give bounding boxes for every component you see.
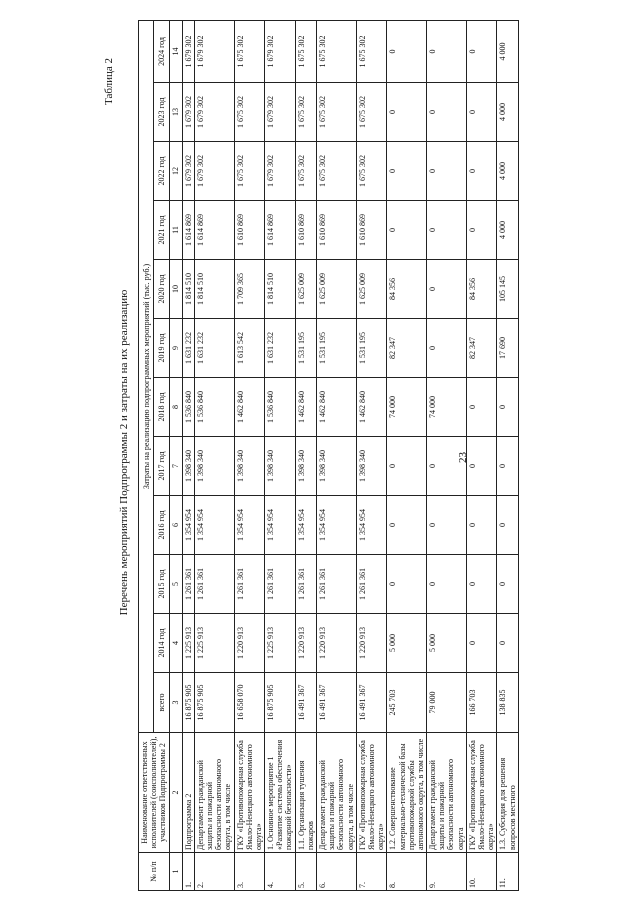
row-number: 7. [356,853,387,891]
row-value: 0 [427,260,467,319]
row-name: ГКУ «Противопожарная служба Ямало-Ненецкого автономного округа» [466,733,497,853]
row-value: 0 [427,437,467,496]
row-value: 4 000 [497,20,518,82]
row-value: 1 398 340 [265,437,296,496]
row-value: 82 347 [466,319,497,378]
row-value: 1 261 361 [194,555,234,614]
row-value: 16 875 905 [265,673,296,733]
row-name: 1.2. Совершенствование материально-технической базы противопожарной службы автономного округа, в том числе [387,733,427,853]
column-index-cell: 10 [169,260,182,319]
table-row [295,20,316,890]
row-value: 1 398 340 [317,437,357,496]
row-name: ГКУ «Противопожарная служба Ямало-Ненецкого автономного округа» [234,733,265,853]
header-year: 2018 год [154,378,169,437]
row-value: 0 [387,437,427,496]
header-year: 2020 год [154,260,169,319]
header-year: 2014 год [154,614,169,673]
column-index-row [169,20,182,890]
row-value: 1 675 302 [234,142,265,201]
row-value: 245 703 [387,673,427,733]
row-value: 0 [427,142,467,201]
row-value: 74 000 [427,378,467,437]
row-value: 1 531 195 [295,319,316,378]
header-name: Наименование ответственных исполнителей (соисполнителей), участников Подпрограммы 2 [139,733,170,853]
table-row [194,20,234,890]
row-value: 5 000 [427,614,467,673]
row-value: 0 [427,201,467,260]
header-year: 2023 год [154,83,169,142]
header-year: 2019 год [154,319,169,378]
row-value: 16 658 070 [234,673,265,733]
row-value: 1 675 302 [356,142,387,201]
row-value: 1 625 009 [295,260,316,319]
row-value: 1 462 840 [317,378,357,437]
row-value: 84 356 [466,260,497,319]
header-year: 2016 год [154,496,169,555]
row-value: 1 261 361 [295,555,316,614]
row-value: 1 354 954 [356,496,387,555]
row-value: 0 [497,614,518,673]
row-value: 0 [427,20,467,82]
row-value: 1 610 869 [356,201,387,260]
row-value: 0 [466,614,497,673]
row-value: 0 [427,555,467,614]
row-value: 4 000 [497,83,518,142]
table-body [182,20,518,890]
header-total: всего [154,673,169,733]
row-value: 1 610 869 [295,201,316,260]
row-value: 1 462 840 [234,378,265,437]
row-number: 11. [497,853,518,891]
row-name: 1.1. Организация тушения пожаров [295,733,316,853]
row-value: 17 690 [497,319,518,378]
row-value: 1 398 340 [234,437,265,496]
column-index-cell: 13 [169,83,182,142]
row-value: 1 536 840 [265,378,296,437]
row-value: 1 675 302 [295,20,316,82]
table-row [265,20,296,890]
row-name: 1.3. Субсидия для решения вопросов местного [497,733,518,853]
row-value: 0 [387,142,427,201]
row-value: 1 625 009 [317,260,357,319]
row-value: 1 225 913 [182,614,194,673]
row-value: 0 [387,83,427,142]
column-index-cell: 5 [169,555,182,614]
row-value: 0 [466,437,497,496]
row-value: 1 631 232 [265,319,296,378]
row-value: 4 000 [497,201,518,260]
column-index-cell: 9 [169,319,182,378]
table-row [427,20,467,890]
costs-table [138,20,519,891]
page-number: 23 [457,452,469,463]
header-year: 2021 год [154,201,169,260]
row-value: 1 398 340 [182,437,194,496]
row-value: 1 679 302 [265,142,296,201]
row-value: 1 614 869 [265,201,296,260]
row-value: 1 625 009 [356,260,387,319]
row-value: 1 354 954 [295,496,316,555]
row-number: 3. [234,853,265,891]
row-value: 1 462 840 [356,378,387,437]
row-value: 1 610 869 [317,201,357,260]
document-title: Перечень мероприятий Подпрограммы 2 и затраты на их реализацию [118,289,130,616]
row-value: 1 531 195 [317,319,357,378]
row-name: Департамент гражданской защиты и пожарной безопасности автономного округа, в том числе [317,733,357,853]
row-value: 1 354 954 [234,496,265,555]
row-value: 1 679 302 [182,83,194,142]
row-value: 1 261 361 [356,555,387,614]
row-value: 0 [466,496,497,555]
table-row [182,20,194,890]
row-value: 1 679 302 [265,83,296,142]
row-number: 5. [295,853,316,891]
row-value: 16 875 905 [182,673,194,733]
row-value: 1 225 913 [194,614,234,673]
row-value: 1 536 840 [194,378,234,437]
row-value: 1 679 302 [265,20,296,82]
row-value: 1 679 302 [194,83,234,142]
row-number: 9. [427,853,467,891]
row-value: 1 614 869 [194,201,234,260]
column-index-cell: 11 [169,201,182,260]
table-row [466,20,497,890]
row-value: 16 491 367 [356,673,387,733]
row-value: 0 [427,319,467,378]
row-value: 0 [387,20,427,82]
row-value: 79 000 [427,673,467,733]
row-value: 1 675 302 [234,20,265,82]
row-value: 1 398 340 [194,437,234,496]
row-value: 1 354 954 [317,496,357,555]
row-value: 1 675 302 [317,142,357,201]
row-value: 1 220 913 [317,614,357,673]
row-value: 1 220 913 [295,614,316,673]
table-row [317,20,357,890]
column-index-cell: 2 [169,733,182,853]
row-value: 0 [466,201,497,260]
row-value: 0 [387,496,427,555]
row-value: 1 531 195 [356,319,387,378]
row-value: 1 814 510 [194,260,234,319]
row-value: 1 220 913 [234,614,265,673]
row-value: 16 875 905 [194,673,234,733]
table-row [387,20,427,890]
row-value: 0 [427,496,467,555]
row-value: 0 [466,378,497,437]
row-name: 1. Основное мероприятие 1 «Развитие системы обеспечения пожарной безопасности» [265,733,296,853]
column-index-cell: 8 [169,378,182,437]
row-value: 1 679 302 [182,142,194,201]
row-value: 1 631 232 [182,319,194,378]
row-value: 1 679 302 [182,20,194,82]
table-number: Таблица 2 [103,57,115,105]
row-value: 1 679 302 [194,142,234,201]
row-value: 1 261 361 [182,555,194,614]
row-value: 84 356 [387,260,427,319]
row-value: 0 [387,555,427,614]
row-value: 0 [466,142,497,201]
row-value: 1 462 840 [295,378,316,437]
header-year: 2015 год [154,555,169,614]
column-index-cell: 12 [169,142,182,201]
row-value: 1 675 302 [295,83,316,142]
row-value: 1 354 954 [194,496,234,555]
row-value: 1 225 913 [265,614,296,673]
row-value: 82 347 [387,319,427,378]
row-value: 1 261 361 [234,555,265,614]
row-value: 1 354 954 [265,496,296,555]
row-number: 2. [194,853,234,891]
row-value: 1 220 913 [356,614,387,673]
row-value: 138 835 [497,673,518,733]
row-value: 1 679 302 [194,20,234,82]
row-value: 0 [466,20,497,82]
row-value: 1 261 361 [317,555,357,614]
row-value: 0 [466,83,497,142]
row-value: 0 [497,496,518,555]
row-value: 16 491 367 [317,673,357,733]
column-index-cell: 6 [169,496,182,555]
row-value: 0 [497,437,518,496]
header-year: 2024 год [154,20,169,82]
row-value: 1 675 302 [295,142,316,201]
column-index-cell: 4 [169,614,182,673]
header-costs: Затраты на реализацию подпрограммных мероприятий (тыс. руб.) [139,20,154,732]
row-value: 16 491 367 [295,673,316,733]
row-value: 1 398 340 [356,437,387,496]
row-value: 1 398 340 [295,437,316,496]
row-value: 0 [427,83,467,142]
row-value: 105 145 [497,260,518,319]
row-value: 1 814 510 [182,260,194,319]
row-name: Подпрограмма 2 [182,733,194,853]
row-value: 1 610 869 [234,201,265,260]
row-value: 1 814 510 [265,260,296,319]
row-value: 0 [497,555,518,614]
row-value: 1 613 542 [234,319,265,378]
row-value: 1 675 302 [356,20,387,82]
table-row [356,20,387,890]
row-value: 5 000 [387,614,427,673]
row-value: 1 675 302 [234,83,265,142]
row-value: 0 [387,201,427,260]
row-number: 4. [265,853,296,891]
row-value: 4 000 [497,142,518,201]
table-row [497,20,518,890]
header-year: 2017 год [154,437,169,496]
header-num: № п/п [139,853,170,891]
column-index-cell: 7 [169,437,182,496]
row-name: Департамент гражданской защиты и пожарной безопасности автономного округа, в том числе [194,733,234,853]
row-value: 1 261 361 [265,555,296,614]
table-row [234,20,265,890]
row-value: 1 675 302 [317,83,357,142]
row-value: 1 709 365 [234,260,265,319]
column-index-cell: 1 [169,853,182,891]
row-value: 1 354 954 [182,496,194,555]
row-name: ГКУ «Противопожарная служба Ямало-Ненецкого автономного округа» [356,733,387,853]
column-index-cell: 3 [169,673,182,733]
row-number: 8. [387,853,427,891]
row-number: 10. [466,853,497,891]
row-value: 1 614 869 [182,201,194,260]
row-value: 1 675 302 [356,83,387,142]
row-value: 1 631 232 [194,319,234,378]
row-value: 74 000 [387,378,427,437]
header-year: 2022 год [154,142,169,201]
row-number: 6. [317,853,357,891]
row-value: 0 [466,555,497,614]
row-number: 1. [182,853,194,891]
column-index-cell: 14 [169,20,182,82]
row-value: 1 536 840 [182,378,194,437]
row-value: 0 [497,378,518,437]
row-value: 166 703 [466,673,497,733]
row-name: Департамент гражданской защиты и пожарной безопасности автономного округа [427,733,467,853]
row-value: 1 675 302 [317,20,357,82]
